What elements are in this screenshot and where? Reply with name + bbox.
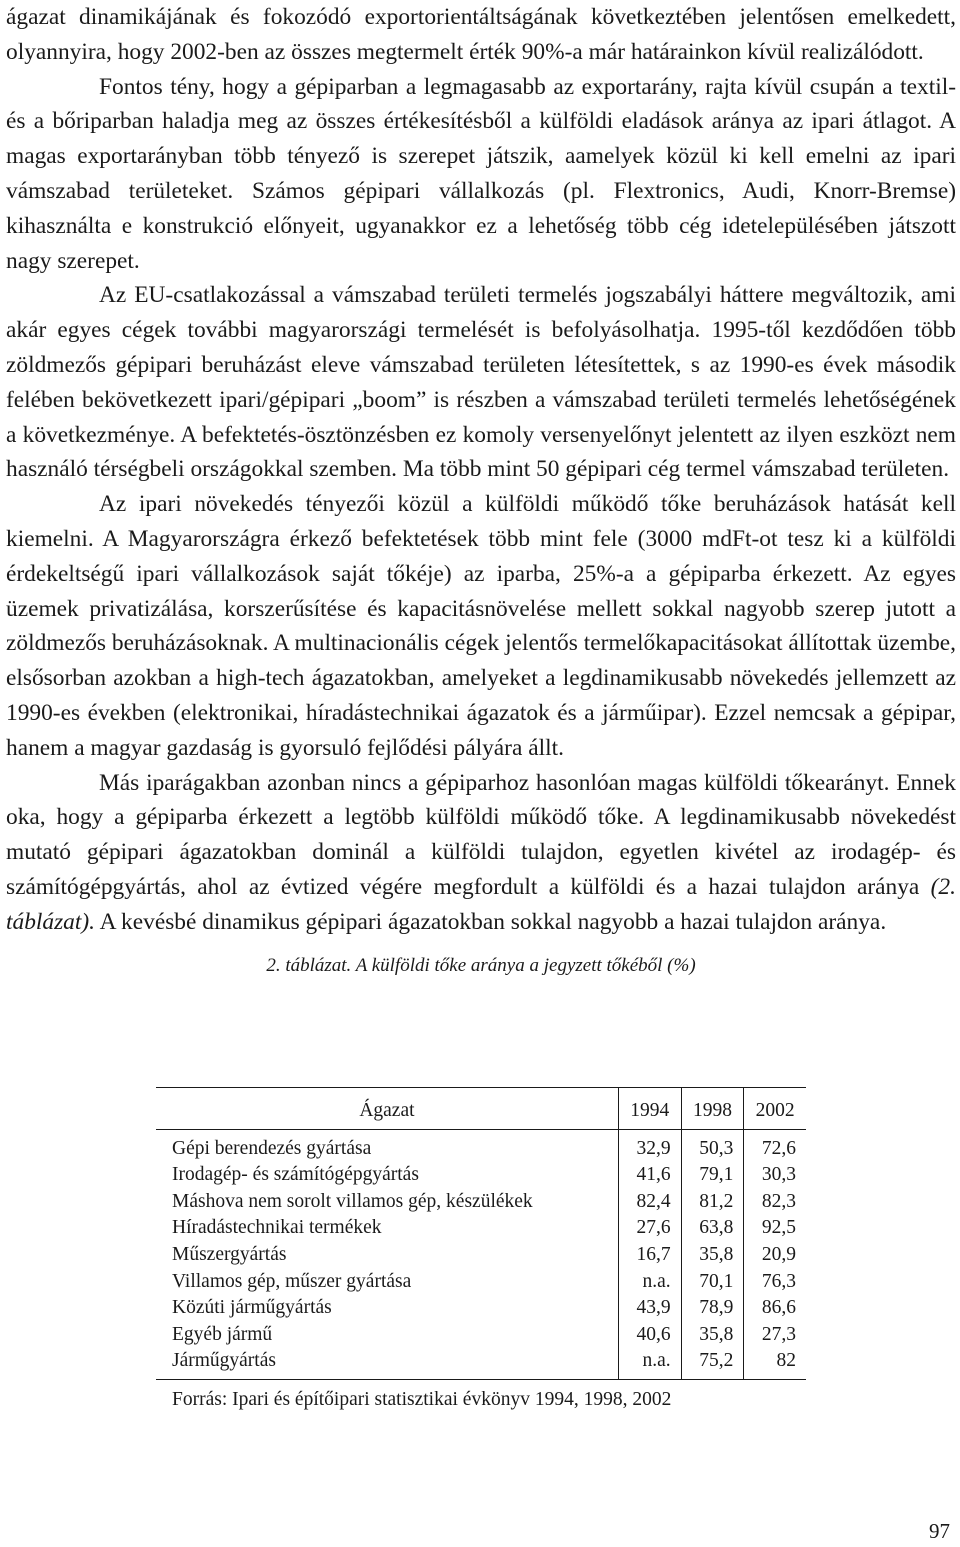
table-source: Forrás: Ipari és építőipari statisztikai évkönyv 1994, 1998, 2002 bbox=[172, 1389, 672, 1410]
paragraph-5-text: Más iparágakban azonban nincs a gépiparhoz hasonlóan magas külföldi tőkearányt. Ennek oka, hogy a gépiparba érkezett a legtöbb külföldi működő tőke. A legdinamikusabb növekedést mutató gépipari ágazatokban dominál a külföldi tulajdon, egyetlen kivétel az irodagép- és számítógépgyártás, ahol az évtized végére megfordult a külföldi és a hazai tulajdon aránya bbox=[6, 769, 956, 900]
paragraph-2: Fontos tény, hogy a gépiparban a legmagasabb az exportarány, rajta kívül csupán a textil- és a bőriparban haladja meg az összes értékesítésből a külföldi eladások aránya az ipari átlagot. A magas exportarányban több tényező is szerepet játszik, aamelyek közül ki kell emelni az ipari vámszabad területeket. Számos gépipari vállalkozás (pl. Flextronics, Audi, Knorr-Bremse) kihasználta e konstrukció előnyeit, ugyanakkor ez a lehetőség több cég idetelepülésében játszott nagy szerepet. bbox=[6, 73, 956, 274]
table-caption: 2. táblázat. A külföldi tőke aránya a jegyzett tőkéből (%) bbox=[266, 954, 696, 976]
cell-sector: Villamos gép, műszer gyártása bbox=[172, 1270, 412, 1292]
cell-2002: 72,6 bbox=[744, 1129, 806, 1162]
cell-2002: 76,3 bbox=[744, 1269, 806, 1296]
table-header-row bbox=[156, 1088, 806, 1130]
cell-1998: 35,8 bbox=[681, 1322, 744, 1349]
table-row bbox=[156, 1162, 806, 1189]
cell-sector: Járműgyártás bbox=[156, 1348, 618, 1379]
cell-sector: Gépi berendezés gyártása bbox=[172, 1137, 372, 1159]
page-number: 97 bbox=[929, 1519, 950, 1543]
header-2002: 2002 bbox=[744, 1088, 806, 1130]
paragraph-5-end: A kevésbé dinamikus gépipari ágazatokban sokkal nagyobb a hazai tulajdon aránya. bbox=[99, 908, 887, 935]
cell-sector: Irodagép- és számítógépgyártás bbox=[172, 1164, 419, 1186]
table-row bbox=[156, 1295, 806, 1322]
table-row bbox=[156, 1129, 806, 1162]
cell-sector: Egyéb jármű bbox=[172, 1323, 273, 1345]
header-sector: Ágazat bbox=[156, 1088, 618, 1130]
table-row bbox=[156, 1215, 806, 1242]
table-row bbox=[156, 1242, 806, 1269]
cell-sector: Közúti járműgyártás bbox=[172, 1297, 332, 1319]
cell-1994: 43,9 bbox=[618, 1295, 681, 1322]
cell-1994: n.a. bbox=[618, 1269, 681, 1296]
cell-2002: 27,3 bbox=[744, 1322, 806, 1349]
table-row bbox=[156, 1269, 806, 1296]
cell-1998: 75,2 bbox=[681, 1348, 744, 1379]
cell-2002: 86,6 bbox=[744, 1295, 806, 1322]
cell-1994: 82,4 bbox=[618, 1189, 681, 1216]
document-page bbox=[6, 0, 956, 978]
cell-2002: 82,3 bbox=[744, 1189, 806, 1216]
cell-sector: Híradástechnikai termékek bbox=[172, 1217, 382, 1239]
cell-1998: 63,8 bbox=[681, 1215, 744, 1242]
cell-2002: 20,9 bbox=[744, 1242, 806, 1269]
cell-1998: 79,1 bbox=[681, 1162, 744, 1189]
cell-1998: 35,8 bbox=[681, 1242, 744, 1269]
cell-1998: 50,3 bbox=[681, 1129, 744, 1162]
cell-1994: 16,7 bbox=[618, 1242, 681, 1269]
cell-2002: 92,5 bbox=[744, 1215, 806, 1242]
paragraph-1: ágazat dinamikájának és fokozódó exportorientáltságának következtében jelentősen emelkedett, olyannyira, hogy 2002-ben az összes megtermelt érték 90%-a már határainkon kívül realizálódott. bbox=[6, 4, 956, 65]
header-1994: 1994 bbox=[618, 1088, 681, 1130]
paragraph-4: Az ipari növekedés tényezői közül a külföldi működő tőke beruházások hatását kell kiemelni. A Magyarországra érkező befektetések több mint fele (3000 mdFt-ot tesz ki a külföldi érdekeltségű ipari vállalkozások saját tőkéje) az iparba, 25%-a a gépiparba érkezett. Az egyes üzemek privatizálása, korszerűsítése és kapacitásnövelése mellett sokkal nagyobb szerep jutott a zöldmezős beruházásoknak. A multinacionális cégek jelentős termelőkapacitásokat állítottak üzembe, elsősorban azokban a high-tech ágazatokban, amelyeket a legdinamikusabb növekedés jellemzett az 1990-es években (elektronikai, híradástechnikai ágazatok és a járműipar). Ezzel nemcsak a gépipar, hanem a magyar gazdaság is gyorsuló fejlődési pályára állt. bbox=[6, 491, 956, 761]
cell-1998: 78,9 bbox=[681, 1295, 744, 1322]
cell-1994: n.a. bbox=[618, 1348, 681, 1379]
table-row bbox=[156, 1348, 806, 1379]
cell-2002: 82 bbox=[744, 1348, 806, 1379]
cell-2002: 30,3 bbox=[744, 1162, 806, 1189]
table-reference: (2. táblázat). bbox=[6, 873, 956, 935]
paragraph-3: Az EU-csatlakozással a vámszabad területi termelés jogszabályi háttere megváltozik, ami akár egyes cégek további magyarországi termelését is befolyásolhatja. 1995-től kezdődően több zöldmezős gépipari beruházást eleve vámszabad területen létesítettek, s az 1990-es évek második felében bekövetkezett ipari/gépipari „boom” is részben a vámszabad területi termelés lehetőségének a következménye. A befektetés-ösztönzésben ez komoly versenyelőnyt jelentett az ilyen eszközt nem használó térségbeli országokkal szemben. Ma több mint 50 gépipari cég termel vámszabad területen. bbox=[6, 282, 956, 483]
header-1998: 1998 bbox=[681, 1088, 744, 1130]
cell-1994: 32,9 bbox=[618, 1129, 681, 1162]
cell-1994: 40,6 bbox=[618, 1322, 681, 1349]
cell-1998: 70,1 bbox=[681, 1269, 744, 1296]
table-row bbox=[156, 1322, 806, 1349]
cell-1994: 41,6 bbox=[618, 1162, 681, 1189]
table-row bbox=[156, 1189, 806, 1216]
paragraph-5 bbox=[6, 766, 956, 940]
cell-sector: Műszergyártás bbox=[172, 1243, 287, 1265]
cell-1998: 81,2 bbox=[681, 1189, 744, 1216]
data-table bbox=[156, 1087, 806, 1380]
cell-1994: 27,6 bbox=[618, 1215, 681, 1242]
cell-sector: Máshova nem sorolt villamos gép, készülékek bbox=[172, 1190, 533, 1212]
